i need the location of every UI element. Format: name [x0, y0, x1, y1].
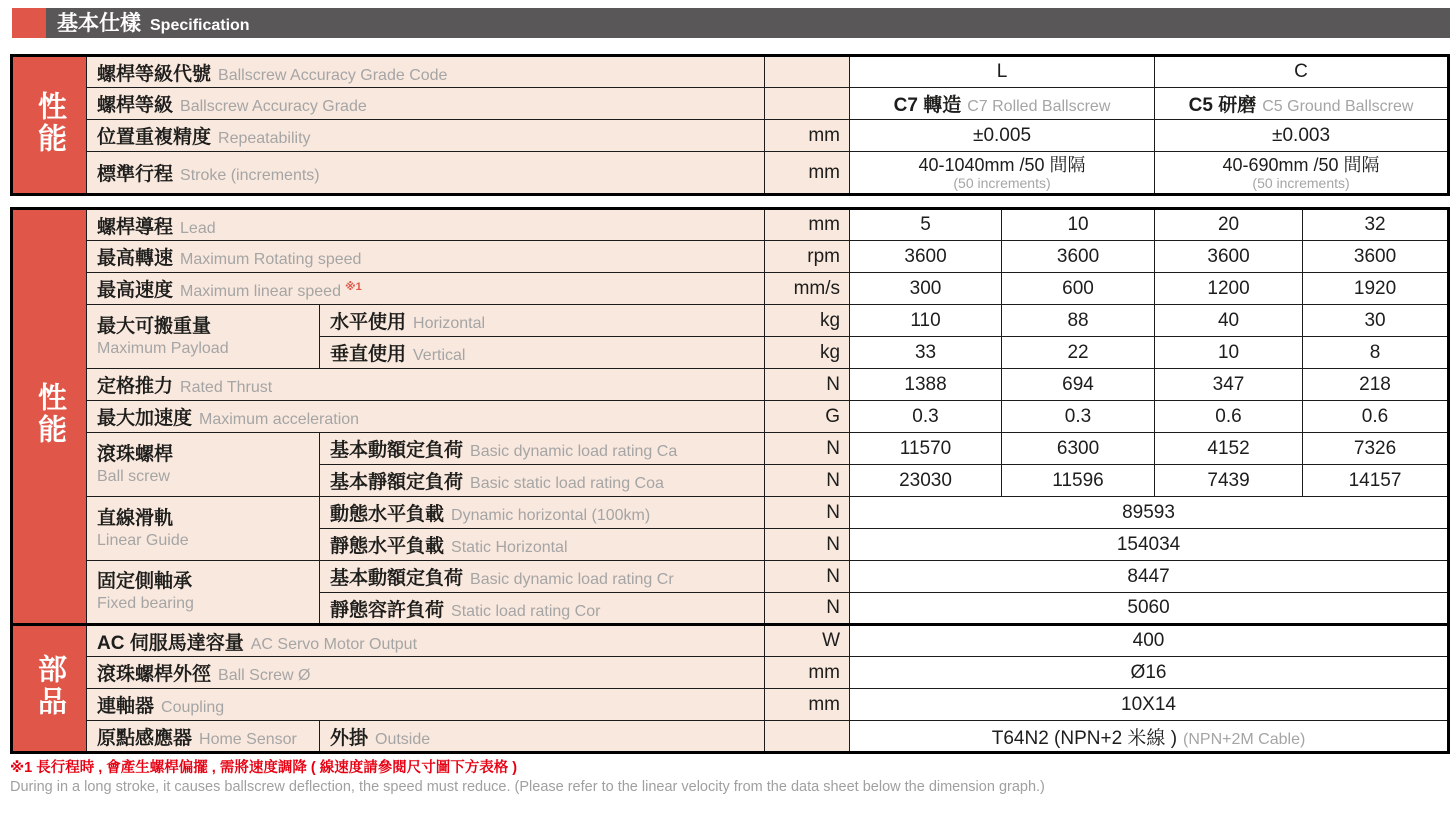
en-label: Maximum Rotating speed	[180, 251, 362, 268]
ca-value-2: 6300	[1002, 433, 1155, 465]
en-label: Basic dynamic load rating Ca	[470, 443, 678, 460]
en-label: Ball screw	[97, 467, 170, 485]
thrust-value-3: 347	[1155, 369, 1303, 401]
row-screw-diameter-label	[87, 657, 765, 689]
grade-code-l: L	[850, 56, 1155, 88]
footnote	[10, 759, 1450, 797]
payload-v-value-4: 8	[1303, 337, 1449, 369]
zh-value: 40-690mm /50 間隔	[1222, 154, 1380, 175]
table-row	[12, 561, 1449, 593]
payload-group-label	[87, 305, 320, 369]
footnote-zh: ※1 長行程時 , 會產生螺桿偏擺 , 需將速度調降 ( 線速度請參閱尺寸圖下方表格 )	[10, 760, 518, 776]
table-row	[12, 209, 1449, 241]
row-repeatability-label	[87, 120, 765, 152]
zh-label: 基本靜額定負荷	[330, 472, 464, 493]
zh-label: 外掛	[330, 727, 369, 749]
en-label: Lead	[180, 219, 216, 237]
zh-value: C5 研磨	[1188, 95, 1257, 116]
zh-label: 最大加速度	[97, 408, 193, 429]
en-label: Horizontal	[413, 315, 486, 332]
accel-value-2: 0.3	[1002, 401, 1155, 433]
grade-l	[850, 88, 1155, 120]
lead-value-3: 20	[1155, 209, 1303, 241]
zh-value: T64N2 (NPN+2 米線 )	[991, 727, 1178, 749]
en-label: Static load rating Cor	[451, 602, 601, 620]
payload-h-value-1: 110	[850, 305, 1002, 337]
en-label: Maximum Payload	[97, 339, 229, 357]
payload-v-value-3: 10	[1155, 337, 1303, 369]
rpm-value-3: 3600	[1155, 241, 1303, 273]
header-title-bar	[46, 8, 1450, 38]
row-thrust-unit: N	[765, 369, 850, 401]
row-speed-unit: mm/s	[765, 273, 850, 305]
ballscrew-ca-unit: N	[765, 433, 850, 465]
speed-value-1: 300	[850, 273, 1002, 305]
table-row	[12, 721, 1449, 753]
thrust-value-4: 218	[1303, 369, 1449, 401]
coa-value-1: 23030	[850, 465, 1002, 497]
bearing-cr-value: 8447	[850, 561, 1449, 593]
zh-label: 垂直使用	[330, 344, 407, 365]
row-rpm-unit: rpm	[765, 241, 850, 273]
section-header	[12, 8, 1450, 38]
table-row	[12, 305, 1449, 337]
en-label: Stroke (increments)	[180, 167, 320, 184]
zh-label: 連軸器	[97, 696, 155, 717]
side-label-performance-top	[12, 56, 87, 195]
en-value: C7 Rolled Ballscrew	[967, 98, 1111, 115]
payload-v-value-2: 22	[1002, 337, 1155, 369]
en-value: (50 increments)	[1252, 174, 1350, 191]
header-accent-square	[12, 8, 46, 38]
row-thrust-label	[87, 369, 765, 401]
bearing-cr-unit: N	[765, 561, 850, 593]
screw-diameter-value: Ø16	[850, 657, 1449, 689]
row-accel-unit: G	[765, 401, 850, 433]
thrust-value-2: 694	[1002, 369, 1155, 401]
payload-horizontal-unit: kg	[765, 305, 850, 337]
lead-value-4: 32	[1303, 209, 1449, 241]
table-row	[12, 120, 1449, 152]
payload-v-value-1: 33	[850, 337, 1002, 369]
row-grade-code-label	[87, 56, 765, 88]
zh-label: 動態水平負載	[330, 504, 445, 525]
grade-code-c: C	[1155, 56, 1449, 88]
row-repeatability-unit: mm	[765, 120, 850, 152]
bearing-cor-unit: N	[765, 593, 850, 625]
zh-label: 滾珠螺桿	[97, 443, 174, 465]
zh-label: 最高速度	[97, 280, 174, 301]
main-spec-table	[10, 207, 1450, 754]
bearing-group-label	[87, 561, 320, 625]
table-row	[12, 689, 1449, 721]
en-label: Static Horizontal	[451, 539, 568, 556]
en-label: Ballscrew Accuracy Grade	[180, 98, 367, 115]
zh-label: 位置重複精度	[97, 127, 212, 148]
table-row	[12, 497, 1449, 529]
en-label: Rated Thrust	[180, 379, 273, 396]
row-accel-label	[87, 401, 765, 433]
bearing-cor-value: 5060	[850, 593, 1449, 625]
en-label: Repeatability	[218, 130, 311, 147]
table-row	[12, 369, 1449, 401]
side-label-parts	[12, 625, 87, 753]
coa-value-2: 11596	[1002, 465, 1155, 497]
row-motor-unit: W	[765, 625, 850, 657]
row-sensor-unit	[765, 721, 850, 753]
sensor-mount-label	[320, 721, 765, 753]
row-coupling-unit: mm	[765, 689, 850, 721]
speed-value-3: 1200	[1155, 273, 1303, 305]
zh-label: 基本動額定負荷	[330, 568, 464, 589]
bearing-cor-label	[320, 593, 765, 625]
zh-label: 水平使用	[330, 312, 407, 333]
lead-value-2: 10	[1002, 209, 1155, 241]
zh-label: 螺桿等級代號	[97, 63, 212, 85]
coa-value-4: 14157	[1303, 465, 1449, 497]
stroke-c	[1155, 152, 1449, 195]
table-row	[12, 657, 1449, 689]
payload-h-value-2: 88	[1002, 305, 1155, 337]
ballscrew-coa-unit: N	[765, 465, 850, 497]
footnote-marker: ※1	[344, 280, 362, 293]
zh-label: 滾珠螺桿外徑	[97, 664, 212, 685]
payload-horizontal-label	[320, 305, 765, 337]
ballscrew-coa-label	[320, 465, 765, 497]
accel-value-4: 0.6	[1303, 401, 1449, 433]
en-label: Ball Screw Ø	[218, 667, 311, 684]
thrust-value-1: 1388	[850, 369, 1002, 401]
guide-dynamic-value: 89593	[850, 497, 1449, 529]
zh-label: 靜態容許負荷	[330, 599, 445, 621]
zh-label: 直線滑軌	[97, 507, 174, 529]
en-label: Fixed bearing	[97, 595, 194, 612]
parts-vertical-label: 部品	[34, 654, 66, 718]
accel-value-1: 0.3	[850, 401, 1002, 433]
row-stroke-label	[87, 152, 765, 195]
en-value: (50 increments)	[953, 174, 1051, 191]
ballscrew-group-label	[87, 433, 320, 497]
en-label: Basic dynamic load rating Cr	[470, 571, 674, 588]
row-stroke-unit: mm	[765, 152, 850, 195]
row-speed-label	[87, 273, 765, 305]
rpm-value-2: 3600	[1002, 241, 1155, 273]
row-screw-diameter-unit: mm	[765, 657, 850, 689]
zh-label: 標準行程	[97, 164, 174, 185]
footnote-en: During in a long stroke, it causes ballscrew deflection, the speed must reduce. (Please refer to the linear velocity from the data sheet below the dimension graph.)	[10, 779, 1045, 795]
en-label: Home Sensor	[199, 730, 297, 748]
row-coupling-label	[87, 689, 765, 721]
en-label: Maximum linear speed	[180, 283, 341, 300]
speed-value-4: 1920	[1303, 273, 1449, 305]
zh-label: AC 伺服馬達容量	[97, 632, 244, 654]
row-grade-label	[87, 88, 765, 120]
repeatability-c: ±0.003	[1155, 120, 1449, 152]
zh-label: 固定側軸承	[97, 571, 193, 592]
table-row	[12, 273, 1449, 305]
en-label: Coupling	[161, 699, 225, 716]
ca-value-1: 11570	[850, 433, 1002, 465]
zh-label: 最高轉速	[97, 248, 174, 269]
sensor-value	[850, 721, 1449, 753]
zh-label: 基本動額定負荷	[330, 440, 464, 461]
guide-dynamic-label	[320, 497, 765, 529]
lead-value-1: 5	[850, 209, 1002, 241]
en-label: Vertical	[413, 347, 466, 364]
accel-value-3: 0.6	[1155, 401, 1303, 433]
coupling-value: 10X14	[850, 689, 1449, 721]
table-row	[12, 88, 1449, 120]
table-row	[12, 152, 1449, 195]
en-value: C5 Ground Ballscrew	[1262, 98, 1414, 115]
speed-value-2: 600	[1002, 273, 1155, 305]
zh-label: 最大可搬重量	[97, 315, 212, 337]
en-label: AC Servo Motor Output	[250, 635, 418, 653]
table-row	[12, 401, 1449, 433]
performance-vertical-label: 性能	[34, 90, 66, 155]
guide-group-label	[87, 497, 320, 561]
top-spec-table	[10, 54, 1450, 196]
table-row	[12, 625, 1449, 657]
coa-value-3: 7439	[1155, 465, 1303, 497]
ballscrew-ca-label	[320, 433, 765, 465]
stroke-l	[850, 152, 1155, 195]
en-label: Maximum acceleration	[199, 411, 360, 428]
zh-label: 靜態水平負載	[330, 536, 445, 557]
guide-static-unit: N	[765, 529, 850, 561]
zh-value: C7 轉造	[893, 95, 962, 116]
rpm-value-4: 3600	[1303, 241, 1449, 273]
en-label: Outside	[375, 730, 431, 748]
en-label: Basic static load rating Coa	[470, 475, 664, 492]
zh-label: 原點感應器	[97, 727, 193, 749]
grade-c	[1155, 88, 1449, 120]
ca-value-4: 7326	[1303, 433, 1449, 465]
payload-vertical-unit: kg	[765, 337, 850, 369]
side-label-performance-main	[12, 209, 87, 625]
zh-label: 螺桿導程	[97, 216, 174, 238]
en-label: Dynamic horizontal (100km)	[451, 507, 651, 524]
row-rpm-label	[87, 241, 765, 273]
rpm-value-1: 3600	[850, 241, 1002, 273]
table-row	[12, 433, 1449, 465]
ca-value-3: 4152	[1155, 433, 1303, 465]
page-title-en: Specification	[150, 17, 250, 34]
page-title-zh: 基本仕樣	[57, 12, 141, 35]
payload-h-value-3: 40	[1155, 305, 1303, 337]
row-grade-code-unit	[765, 56, 850, 88]
bearing-cr-label	[320, 561, 765, 593]
row-lead-unit: mm	[765, 209, 850, 241]
payload-vertical-label	[320, 337, 765, 369]
payload-h-value-4: 30	[1303, 305, 1449, 337]
table-row	[12, 241, 1449, 273]
en-value: (NPN+2M Cable)	[1183, 730, 1306, 748]
repeatability-l: ±0.005	[850, 120, 1155, 152]
table-row	[12, 56, 1449, 88]
guide-static-label	[320, 529, 765, 561]
zh-value: 40-1040mm /50 間隔	[918, 154, 1086, 175]
motor-value: 400	[850, 625, 1449, 657]
row-motor-label	[87, 625, 765, 657]
en-label: Linear Guide	[97, 531, 189, 549]
guide-static-value: 154034	[850, 529, 1449, 561]
zh-label: 定格推力	[97, 376, 174, 397]
en-label: Ballscrew Accuracy Grade Code	[218, 66, 448, 84]
row-grade-unit	[765, 88, 850, 120]
row-sensor-label	[87, 721, 320, 753]
performance-vertical-label: 性能	[34, 382, 66, 446]
row-lead-label	[87, 209, 765, 241]
guide-dynamic-unit: N	[765, 497, 850, 529]
zh-label: 螺桿等級	[97, 95, 174, 116]
